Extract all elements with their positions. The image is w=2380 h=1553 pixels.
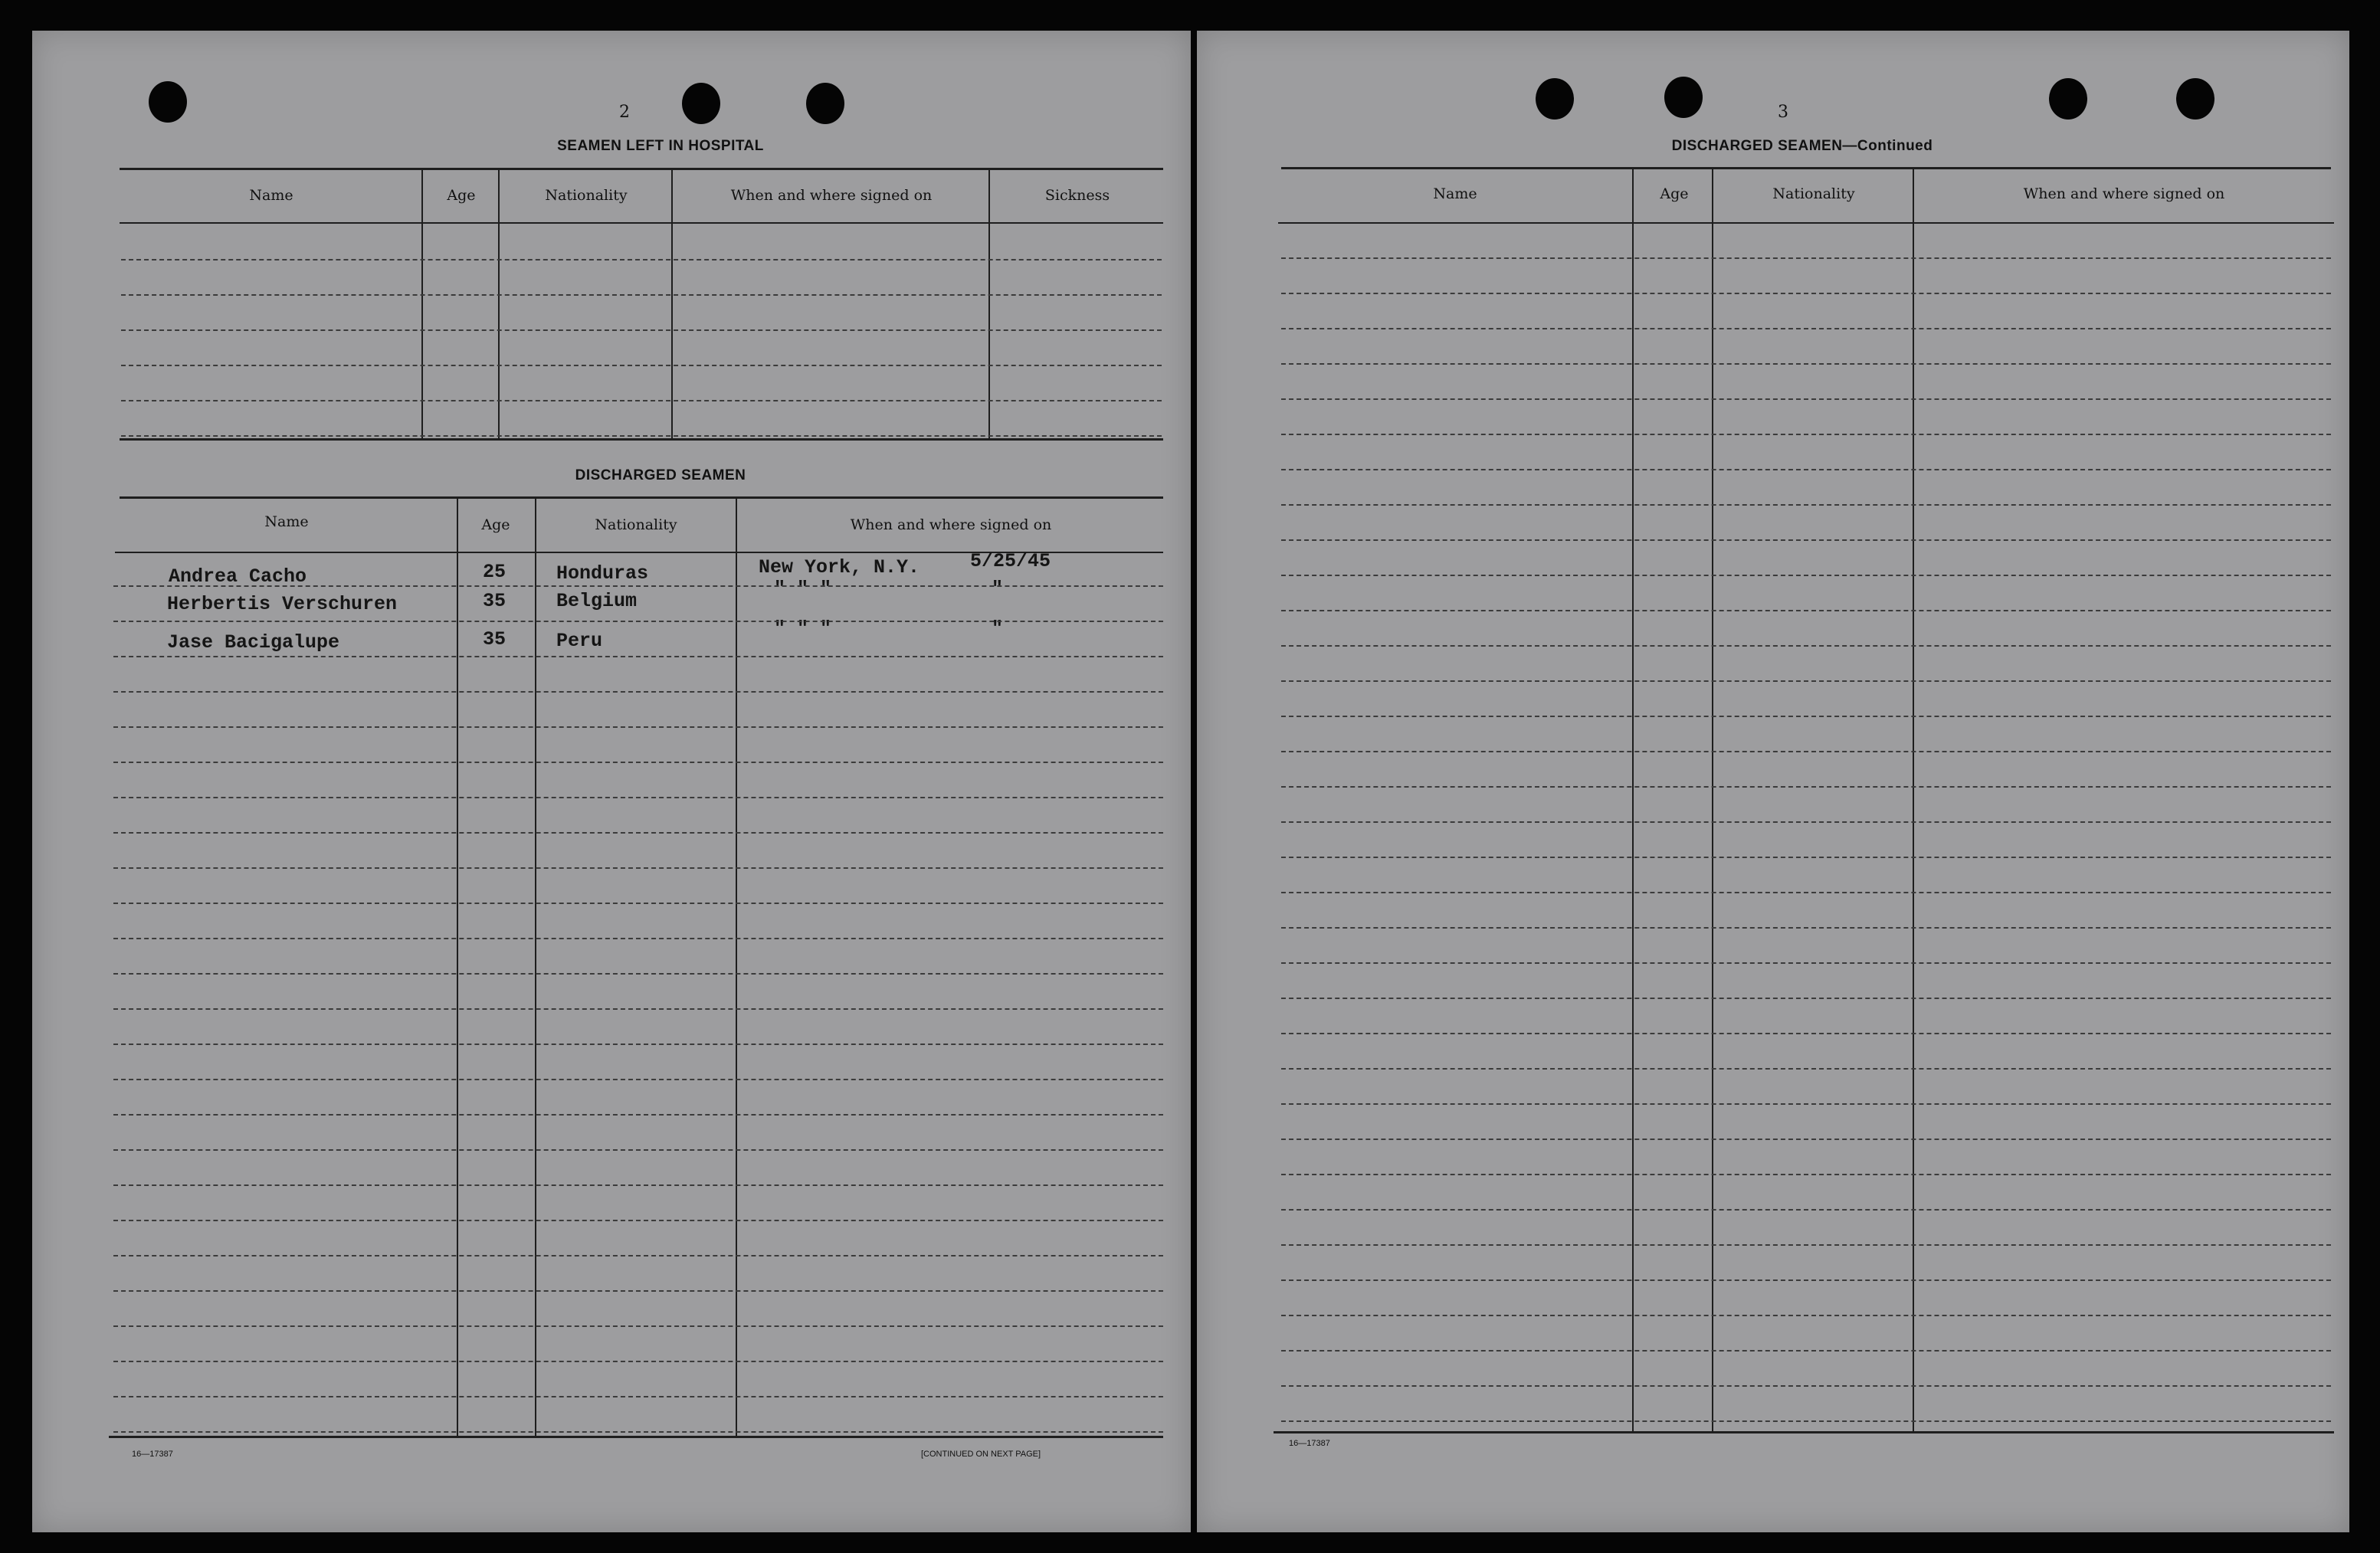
row-rule	[113, 1325, 1163, 1327]
right-page	[1197, 31, 2349, 1532]
discharged-col-signed-on: When and where signed on	[850, 516, 1052, 533]
row-rule	[113, 1079, 1163, 1080]
column-divider	[457, 498, 458, 1437]
row-rule	[1281, 892, 2331, 893]
discharged-top-rule	[1281, 167, 2331, 169]
row-rule	[1281, 645, 2331, 647]
col-signed-on: When and where signed on	[2023, 185, 2225, 202]
row-rule	[121, 435, 1162, 437]
seaman-age: 35	[483, 628, 506, 650]
row-rule	[113, 726, 1163, 728]
seaman-signed-on-place: " " "	[774, 618, 832, 640]
punch-hole	[806, 83, 844, 124]
row-rule	[113, 691, 1163, 693]
hospital-top-rule	[120, 168, 1163, 170]
seaman-nationality: Honduras	[556, 562, 649, 585]
row-rule	[113, 832, 1163, 834]
row-rule	[1281, 328, 2331, 329]
row-rule	[1281, 1209, 2331, 1211]
col-age: Age	[1660, 185, 1689, 202]
seaman-nationality: Belgium	[556, 590, 638, 612]
row-rule	[1281, 610, 2331, 611]
row-rule	[1281, 1068, 2331, 1070]
row-rule	[113, 585, 1163, 587]
discharged-bottom-rule	[109, 1436, 1163, 1438]
row-rule	[1281, 1033, 2331, 1034]
punch-hole	[1536, 78, 1574, 120]
seaman-name: Herbertis Verschuren	[167, 593, 398, 615]
discharged-header-rule	[1278, 222, 2334, 224]
row-rule	[121, 365, 1162, 366]
row-rule	[1281, 1315, 2331, 1316]
row-rule	[1281, 998, 2331, 999]
punch-hole	[2049, 78, 2087, 120]
column-divider	[535, 498, 536, 1437]
discharged-top-rule	[120, 496, 1163, 499]
punch-hole	[2176, 78, 2214, 120]
row-rule	[1281, 539, 2331, 541]
row-rule	[1281, 363, 2331, 365]
row-rule	[113, 1220, 1163, 1221]
row-rule	[1281, 786, 2331, 788]
row-rule	[113, 867, 1163, 869]
row-rule	[1281, 857, 2331, 858]
discharged-bottom-rule	[1274, 1431, 2334, 1433]
row-rule	[1281, 927, 2331, 929]
column-divider	[421, 169, 423, 440]
page-number: 3	[1778, 103, 1788, 122]
seaman-signed-on-date: "	[992, 578, 1004, 600]
row-rule	[113, 797, 1163, 798]
hospital-header-rule	[120, 222, 1163, 224]
left-page	[32, 31, 1191, 1532]
seaman-signed-on-place: New York, N.Y.	[759, 556, 920, 578]
punch-hole	[682, 83, 720, 124]
discharged-col-nationality: Nationality	[595, 516, 677, 533]
row-rule	[1281, 716, 2331, 717]
row-rule	[113, 1431, 1163, 1433]
discharged-col-name: Name	[264, 513, 309, 530]
row-rule	[121, 400, 1162, 401]
row-rule	[1281, 1420, 2331, 1422]
row-rule	[1281, 1244, 2331, 1246]
row-rule	[1281, 680, 2331, 682]
row-rule	[1281, 1139, 2331, 1140]
col-nationality: Nationality	[1772, 185, 1855, 202]
row-rule	[1281, 398, 2331, 400]
hospital-col-age: Age	[447, 187, 476, 204]
hospital-bottom-rule	[120, 438, 1163, 441]
row-rule	[113, 1044, 1163, 1045]
row-rule	[113, 973, 1163, 975]
row-rule	[1281, 1174, 2331, 1175]
column-divider	[736, 498, 737, 1437]
column-divider	[671, 169, 673, 440]
row-rule	[113, 1290, 1163, 1292]
hospital-col-name: Name	[249, 187, 293, 204]
seaman-nationality: Peru	[556, 630, 603, 652]
seaman-signed-on-date: 5/25/45	[970, 550, 1051, 572]
col-name: Name	[1433, 185, 1477, 202]
row-rule	[113, 1396, 1163, 1397]
row-rule	[1281, 469, 2331, 470]
column-divider	[1712, 169, 1713, 1433]
seaman-age: 25	[483, 561, 506, 583]
seaman-name: Andrea Cacho	[169, 565, 307, 588]
row-rule	[113, 1008, 1163, 1010]
row-rule	[1281, 434, 2331, 435]
hospital-section-title: SEAMEN LEFT IN HOSPITAL	[557, 138, 764, 154]
discharged-continued-title: DISCHARGED SEAMEN—Continued	[1671, 138, 1933, 154]
column-divider	[1632, 169, 1634, 1433]
column-divider	[498, 169, 500, 440]
row-rule	[113, 1149, 1163, 1151]
row-rule	[113, 903, 1163, 904]
page-number: 2	[619, 103, 630, 122]
row-rule	[1281, 821, 2331, 823]
row-rule	[1281, 1279, 2331, 1281]
seaman-age: 35	[483, 590, 506, 612]
row-rule	[113, 1114, 1163, 1116]
discharged-section-title: DISCHARGED SEAMEN	[575, 467, 746, 483]
row-rule	[1281, 1350, 2331, 1352]
row-rule	[113, 938, 1163, 939]
row-rule	[113, 656, 1163, 657]
row-rule	[113, 762, 1163, 763]
row-rule	[113, 1255, 1163, 1256]
punch-hole	[1664, 77, 1703, 118]
form-number: 16—17387	[1289, 1439, 1330, 1448]
row-rule	[1281, 1103, 2331, 1105]
continued-note: [CONTINUED ON NEXT PAGE]	[921, 1450, 1041, 1459]
discharged-col-age: Age	[481, 516, 510, 533]
row-rule	[1281, 962, 2331, 964]
hospital-col-signed-on: When and where signed on	[730, 187, 933, 204]
column-divider	[988, 169, 990, 440]
row-rule	[113, 621, 1163, 622]
row-rule	[1281, 751, 2331, 752]
row-rule	[121, 329, 1162, 331]
row-rule	[1281, 1385, 2331, 1387]
row-rule	[113, 1361, 1163, 1362]
row-rule	[121, 294, 1162, 296]
row-rule	[121, 259, 1162, 260]
seaman-signed-on-place: " " "	[774, 578, 832, 600]
seaman-signed-on-date: "	[992, 618, 1004, 640]
row-rule	[1281, 504, 2331, 506]
form-number: 16—17387	[132, 1450, 173, 1459]
hospital-col-sickness: Sickness	[1044, 187, 1110, 204]
row-rule	[1281, 293, 2331, 294]
row-rule	[1281, 575, 2331, 576]
row-rule	[1281, 257, 2331, 259]
seaman-name: Jase Bacigalupe	[167, 631, 340, 654]
column-divider	[1913, 169, 1914, 1433]
punch-hole	[149, 81, 187, 123]
hospital-col-nationality: Nationality	[545, 187, 628, 204]
row-rule	[113, 1184, 1163, 1186]
